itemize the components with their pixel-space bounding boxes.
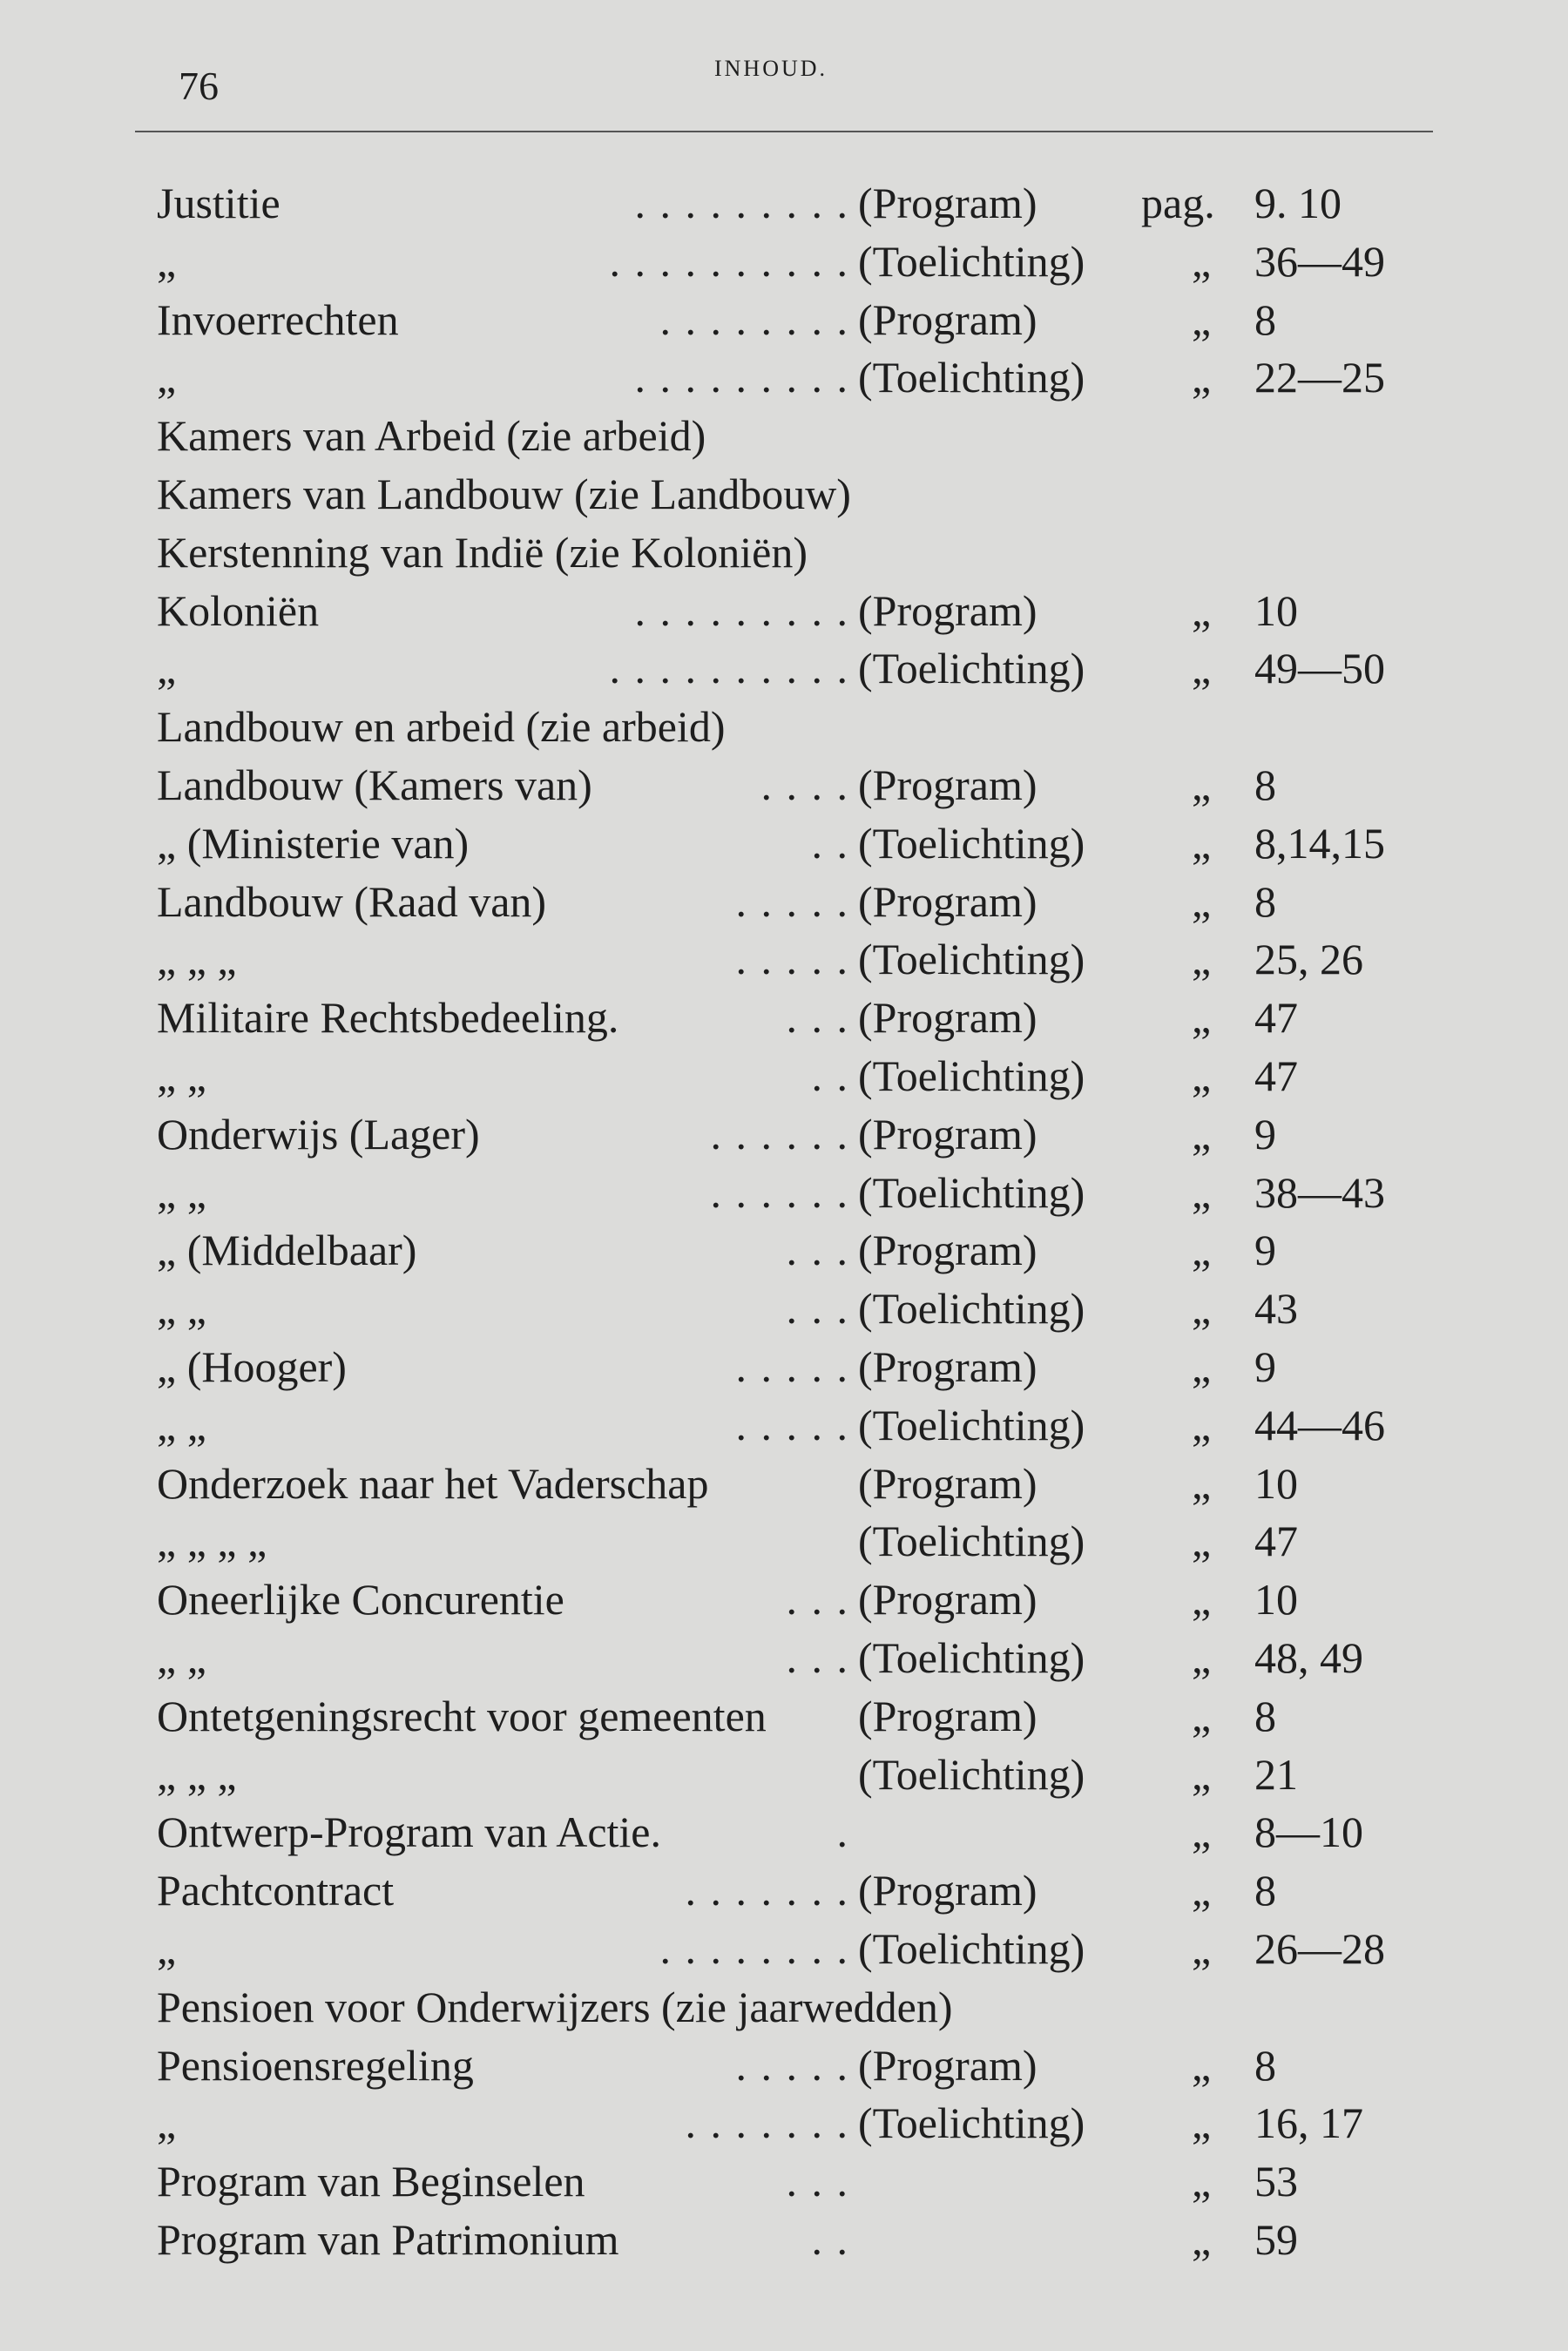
running-head: INHOUD.	[714, 56, 828, 81]
entry-page-marker: „	[1192, 1691, 1212, 1740]
entry-reference: (Program)	[858, 993, 1037, 1043]
entry-reference: (Toelichting)	[858, 2098, 1085, 2148]
index-entry	[0, 348, 1568, 406]
entry-reference: (Toelichting)	[858, 1167, 1085, 1217]
entry-page-marker: „	[1192, 760, 1212, 809]
dot-leader: . . . . .	[735, 935, 849, 984]
index-entry	[0, 1571, 1568, 1628]
entry-term: „	[157, 1924, 177, 1973]
entry-reference: (Toelichting)	[858, 1633, 1085, 1682]
entry-pages: 8	[1254, 876, 1276, 926]
index-entry	[0, 524, 1568, 581]
entry-reference: (Program)	[858, 1109, 1037, 1159]
dot-leader: . . .	[786, 2157, 849, 2206]
entry-pages: 38—43	[1254, 1167, 1385, 1217]
entry-term: Program van Patrimonium	[157, 2215, 619, 2264]
dot-leader: . . . .	[760, 760, 849, 809]
entry-page-marker: „	[1192, 1400, 1212, 1449]
entry-reference: (Toelichting)	[858, 353, 1085, 402]
dot-leader: . .	[811, 1051, 849, 1100]
entry-term: Onderzoek naar het Vaderschap	[157, 1458, 709, 1508]
entry-reference: (Toelichting)	[858, 1924, 1085, 1973]
index-entry	[0, 1512, 1568, 1570]
entry-reference: (Toelichting)	[858, 1400, 1085, 1449]
entry-term: „ „ „	[157, 935, 237, 984]
entry-pages: 9. 10	[1254, 179, 1342, 227]
entry-pages: 8	[1254, 294, 1276, 344]
index-entry	[0, 1978, 1568, 2036]
entry-term: Kamers van Arbeid (zie arbeid)	[157, 411, 706, 461]
dot-leader: . . .	[786, 1226, 849, 1275]
dot-leader: . . . . .	[735, 876, 849, 926]
entry-pages: 9	[1254, 1342, 1276, 1391]
dot-leader: . . . . .	[735, 1342, 849, 1391]
index-entry	[0, 2037, 1568, 2094]
entry-reference: (Program)	[858, 760, 1037, 809]
entry-pages: 47	[1254, 1517, 1298, 1566]
entry-reference: (Program)	[858, 294, 1037, 344]
index-entry	[0, 174, 1568, 232]
index-entry	[0, 2211, 1568, 2268]
header-rule	[135, 131, 1433, 132]
entry-pages: 47	[1254, 1051, 1298, 1100]
entry-term: „ „	[157, 1633, 206, 1682]
entry-pages: 47	[1254, 993, 1298, 1043]
dot-leader: . . .	[786, 1633, 849, 1682]
entry-pages: 59	[1254, 2215, 1298, 2264]
index-entry	[0, 1920, 1568, 1977]
entry-term: Program van Beginselen	[157, 2157, 585, 2206]
entry-page-marker: „	[1192, 876, 1212, 926]
dot-leader: .	[836, 1807, 849, 1857]
dot-leader: . . . . . . .	[685, 1866, 849, 1915]
index-entry	[0, 756, 1568, 814]
index-entry	[0, 1629, 1568, 1686]
index-entry	[0, 989, 1568, 1046]
entry-term: „	[157, 2098, 177, 2148]
index-entry	[0, 1687, 1568, 1745]
entry-pages: 8,14,15	[1254, 818, 1385, 868]
dot-leader: . . .	[786, 1284, 849, 1334]
dot-leader: . . . . . . . .	[659, 1924, 849, 1973]
entry-term: „	[157, 644, 177, 693]
entry-term: Justitie	[157, 179, 280, 227]
entry-pages: 8	[1254, 760, 1276, 809]
dot-leader: . . . . . . .	[685, 2098, 849, 2148]
entry-page-marker: „	[1192, 1458, 1212, 1508]
entry-page-marker: „	[1192, 2040, 1212, 2090]
index-entry	[0, 407, 1568, 464]
entry-page-marker: „	[1192, 2098, 1212, 2148]
entry-term: „ (Hooger)	[157, 1342, 347, 1391]
entry-reference: (Program)	[858, 1866, 1037, 1915]
entry-pages: 8—10	[1254, 1807, 1363, 1857]
entry-pages: 53	[1254, 2157, 1298, 2206]
index-entry	[0, 1803, 1568, 1861]
page-number: 76	[179, 64, 219, 108]
entry-page-marker: „	[1192, 1807, 1212, 1857]
entry-reference: (Toelichting)	[858, 1749, 1085, 1799]
dot-leader: . . . . . .	[710, 1167, 849, 1217]
entry-pages: 36—49	[1254, 236, 1385, 286]
entry-reference: (Program)	[858, 585, 1037, 635]
entry-pages: 44—46	[1254, 1400, 1385, 1449]
entry-pages: 21	[1254, 1749, 1298, 1799]
index-entry	[0, 582, 1568, 639]
entry-term: „	[157, 353, 177, 402]
dot-leader: . . . . . .	[710, 1109, 849, 1159]
entry-page-marker: „	[1192, 644, 1212, 693]
entry-pages: 8	[1254, 1691, 1276, 1740]
entry-pages: 9	[1254, 1226, 1276, 1275]
entry-page-marker: „	[1192, 1866, 1212, 1915]
entry-page-marker: „	[1192, 818, 1212, 868]
entry-page-marker: „	[1192, 1517, 1212, 1566]
entry-pages: 8	[1254, 1866, 1276, 1915]
entry-reference: (Program)	[858, 2040, 1037, 2090]
dot-leader: . . .	[786, 1575, 849, 1625]
dot-leader: . .	[811, 818, 849, 868]
entry-reference: (Program)	[858, 876, 1037, 926]
entry-page-marker: „	[1192, 1051, 1212, 1100]
entry-page-marker: „	[1192, 1167, 1212, 1217]
entry-term: Landbouw en arbeid (zie arbeid)	[157, 702, 726, 752]
entry-page-marker: „	[1192, 1575, 1212, 1625]
entry-reference: (Toelichting)	[858, 935, 1085, 984]
entry-term: Militaire Rechtsbedeeling.	[157, 993, 619, 1043]
entry-page-marker: „	[1192, 294, 1212, 344]
dot-leader: . . . . . . . . .	[634, 585, 849, 635]
entry-pages: 10	[1254, 1575, 1298, 1625]
entry-page-marker: „	[1192, 1284, 1212, 1334]
index-entry	[0, 465, 1568, 523]
dot-leader: . . . . .	[735, 2040, 849, 2090]
index-entry	[0, 291, 1568, 348]
entry-term: „ „	[157, 1284, 206, 1334]
entry-pages: 43	[1254, 1284, 1298, 1334]
entry-term: „	[157, 236, 177, 286]
entry-page-marker: „	[1192, 1109, 1212, 1159]
entry-term: Kerstenning van Indië (zie Koloniën)	[157, 527, 808, 577]
entry-reference: (Toelichting)	[858, 1284, 1085, 1334]
entry-pages: 25, 26	[1254, 935, 1363, 984]
dot-leader: . . . . . . . . . .	[609, 236, 849, 286]
entry-page-marker: „	[1192, 2215, 1212, 2264]
entry-page-marker: „	[1192, 1342, 1212, 1391]
dot-leader: . .	[811, 2215, 849, 2264]
index-entry	[0, 930, 1568, 988]
dot-leader: . . . . . . . . .	[634, 179, 849, 227]
entry-term: Pachtcontract	[157, 1866, 395, 1915]
entry-pages: 8	[1254, 2040, 1276, 2090]
entry-pages: 9	[1254, 1109, 1276, 1159]
index-entry	[0, 1861, 1568, 1919]
entry-term: Koloniën	[157, 585, 320, 635]
index-entry	[0, 1396, 1568, 1454]
index-entry	[0, 233, 1568, 290]
entry-term: Ontetgeningsrecht voor gemeenten	[157, 1691, 767, 1740]
entry-page-marker: „	[1192, 993, 1212, 1043]
index-entry	[0, 698, 1568, 755]
entry-page-marker: „	[1192, 1226, 1212, 1275]
entry-term: „ (Middelbaar)	[157, 1226, 417, 1275]
entry-reference: (Program)	[858, 179, 1037, 227]
entry-reference: (Program)	[858, 1226, 1037, 1275]
dot-leader: . . . . .	[735, 1400, 849, 1449]
entry-term: Kamers van Landbouw (zie Landbouw)	[157, 470, 851, 518]
index-entry	[0, 1164, 1568, 1221]
entry-term: Landbouw (Raad van)	[157, 876, 547, 926]
index-entry	[0, 1338, 1568, 1395]
index-entry	[0, 1455, 1568, 1512]
dot-leader: . . . . . . . . . .	[609, 644, 849, 693]
entry-page-marker: „	[1192, 2157, 1212, 2206]
entry-pages: 10	[1254, 1458, 1298, 1508]
dot-leader: . . . . . . . . .	[634, 353, 849, 402]
entry-reference: (Toelichting)	[858, 1517, 1085, 1566]
entry-reference: (Program)	[858, 1691, 1037, 1740]
entry-term: „ „ „ „	[157, 1517, 267, 1566]
entry-pages: 16, 17	[1254, 2098, 1363, 2148]
entry-reference: (Toelichting)	[858, 236, 1085, 286]
index-entry	[0, 1105, 1568, 1163]
dot-leader: . . .	[786, 993, 849, 1043]
entry-pages: 48, 49	[1254, 1633, 1363, 1682]
index-entry	[0, 639, 1568, 697]
entry-term: Pensioen voor Onderwijzers (zie jaarwedden)	[157, 1982, 953, 2031]
entry-page-marker: „	[1192, 353, 1212, 402]
index-entry	[0, 1746, 1568, 1803]
entry-page-marker: „	[1192, 1749, 1212, 1799]
entry-page-marker: „	[1192, 585, 1212, 635]
entry-page-marker: pag.	[1141, 179, 1215, 227]
entry-term: „ (Ministerie van)	[157, 818, 470, 868]
entry-page-marker: „	[1192, 935, 1212, 984]
entry-term: „ „	[157, 1400, 206, 1449]
entry-term: „ „	[157, 1051, 206, 1100]
entry-reference: (Program)	[858, 1575, 1037, 1625]
index-entry	[0, 1280, 1568, 1337]
index-entry	[0, 814, 1568, 872]
entry-reference: (Toelichting)	[858, 644, 1085, 693]
index-entry	[0, 1221, 1568, 1279]
entry-term: „ „ „	[157, 1749, 237, 1799]
entry-reference: (Toelichting)	[858, 1051, 1085, 1100]
entry-reference: (Toelichting)	[858, 818, 1085, 868]
dot-leader: . . . . . . . .	[659, 294, 849, 344]
entry-pages: 22—25	[1254, 353, 1385, 402]
entry-term: Pensioensregeling	[157, 2040, 474, 2090]
entry-page-marker: „	[1192, 1924, 1212, 1973]
entry-page-marker: „	[1192, 1633, 1212, 1682]
entry-pages: 10	[1254, 585, 1298, 635]
entry-reference: (Program)	[858, 1458, 1037, 1508]
index-entry	[0, 1047, 1568, 1105]
index-entry	[0, 873, 1568, 930]
entry-pages: 49—50	[1254, 644, 1385, 693]
index-entry	[0, 2152, 1568, 2210]
entry-reference: (Program)	[858, 1342, 1037, 1391]
entry-page-marker: „	[1192, 236, 1212, 286]
entry-term: „ „	[157, 1167, 206, 1217]
entry-term: Landbouw (Kamers van)	[157, 760, 592, 809]
entry-term: Oneerlijke Concurentie	[157, 1575, 564, 1625]
entry-term: Onderwijs (Lager)	[157, 1109, 480, 1159]
entry-term: Ontwerp-Program van Actie.	[157, 1807, 662, 1857]
entry-term: Invoerrechten	[157, 294, 399, 344]
index-entry	[0, 2094, 1568, 2152]
entry-pages: 26—28	[1254, 1924, 1385, 1973]
